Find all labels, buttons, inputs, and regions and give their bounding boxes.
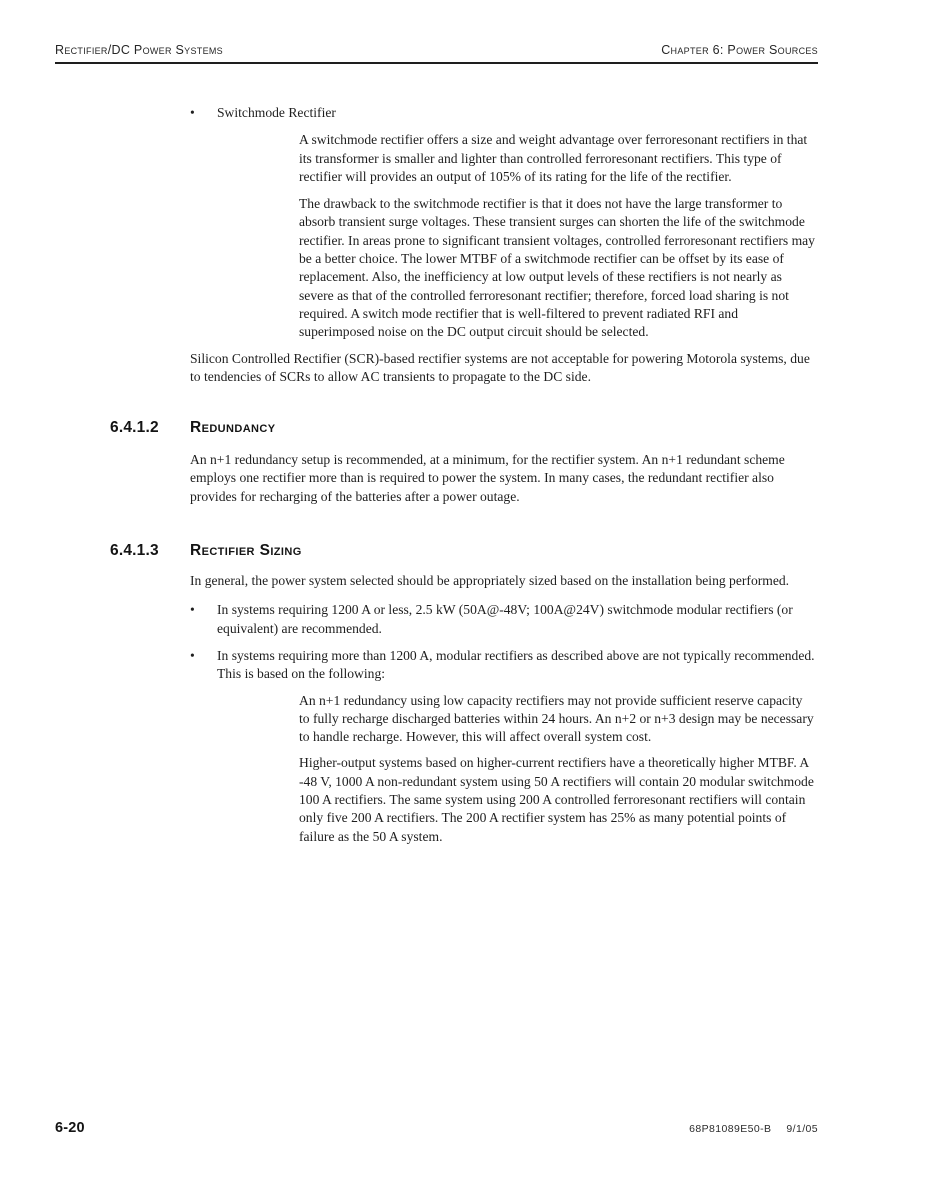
- paragraph-redundancy: An n+1 redundancy setup is recommended, at a minimum, for the rectifier system. An n+1 redundant scheme employs one rectifier more than is required to power the system. In many cases, the redundant rectifier also provides for recharging of the batteries after a power outage.: [190, 452, 785, 504]
- bullet-text: In systems requiring 1200 A or less, 2.5 kW (50A@-48V; 100A@24V) switchmode modular rectifiers (or equivalent) are recommended.: [217, 602, 793, 636]
- paragraph-switchmode-2: The drawback to the switchmode rectifier is that it does not have the large transformer to absorb transient surge voltages. These transient surges can shorten the life of the switchmode rectifier. In areas prone to significant transient voltages, controlled ferroresonant rectifiers may be a better choice. The lower MTBF of a switchmode rectifier can be offset by its ease of replacement. Also, the inefficiency at low output levels of these rectifiers is not nearly as severe as that of the controlled ferroresonant rectifier; therefore, forced load sharing is not required. A switch mode rectifier that is well-filtered to prevent radiated RFI and superimposed noise on the DC output circuit should be selected.: [299, 196, 815, 340]
- paragraph-switchmode-1: A switchmode rectifier offers a size and weight advantage over ferroresonant rectifiers in that its transformer is smaller and lighter than controlled ferroresonant rectifiers. This type of rectifier will provides an output of 105% of its rating for the life of the rectifier.: [299, 132, 808, 184]
- bullet-icon: •: [190, 105, 195, 120]
- doc-number: 68P81089E50-B: [689, 1123, 772, 1135]
- document-reference: [689, 1123, 818, 1135]
- header-left-title: Rectifier/DC Power Systems: [55, 43, 223, 57]
- section-number: 6.4.1.2: [110, 419, 159, 437]
- page-footer: [55, 1120, 818, 1136]
- bullet-icon: •: [190, 647, 195, 663]
- paragraph-higher-output-systems: Higher-output systems based on higher-current rectifiers have a theoretically higher MTBF. A -48 V, 1000 A non-redundant system using 50 A rectifiers will contain 20 modular switchmode 100 A rectifiers. The same system using 200 A controlled ferroresonant rectifiers will contain only five 200 A rectifiers. The 200 A rectifier system has 25% as many potential points of failure as the 50 A system.: [299, 755, 814, 844]
- bullet-item-1200a-or-less: [190, 601, 818, 638]
- section-title: Rectifier Sizing: [190, 542, 302, 560]
- paragraph-sizing-intro: In general, the power system selected should be appropriately sized based on the installation being performed.: [190, 573, 790, 589]
- running-header: [55, 43, 818, 57]
- section-title: Redundancy: [190, 419, 276, 437]
- bullet-item-more-than-1200a: [190, 647, 818, 684]
- page-content: [110, 104, 818, 846]
- bullet-label: Switchmode Rectifier: [217, 105, 336, 120]
- section-heading-redundancy: [110, 419, 818, 437]
- paragraph-n1-redundancy-capacity: An n+1 redundancy using low capacity rectifiers may not provide sufficient reserve capacity to fully recharge discharged batteries within 24 hours. An n+2 or n+3 design may be necessary to handle recharge. However, this will affect overall system cost.: [299, 692, 814, 745]
- header-rule: [55, 62, 818, 64]
- bullet-item-switchmode: [190, 104, 818, 122]
- section-number: 6.4.1.3: [110, 542, 159, 560]
- doc-date: 9/1/05: [786, 1123, 818, 1135]
- page-number: 6-20: [55, 1120, 85, 1136]
- paragraph-scr: Silicon Controlled Rectifier (SCR)-based rectifier systems are not acceptable for powering Motorola systems, due to tendencies of SCRs to allow AC transients to propagate to the DC side.: [190, 350, 810, 384]
- bullet-text: In systems requiring more than 1200 A, modular rectifiers as described above are not typically recommended. This is based on the following:: [217, 647, 815, 682]
- header-right-title: Chapter 6: Power Sources: [661, 43, 818, 57]
- section-heading-rectifier-sizing: [110, 542, 818, 560]
- bullet-icon: •: [190, 602, 195, 618]
